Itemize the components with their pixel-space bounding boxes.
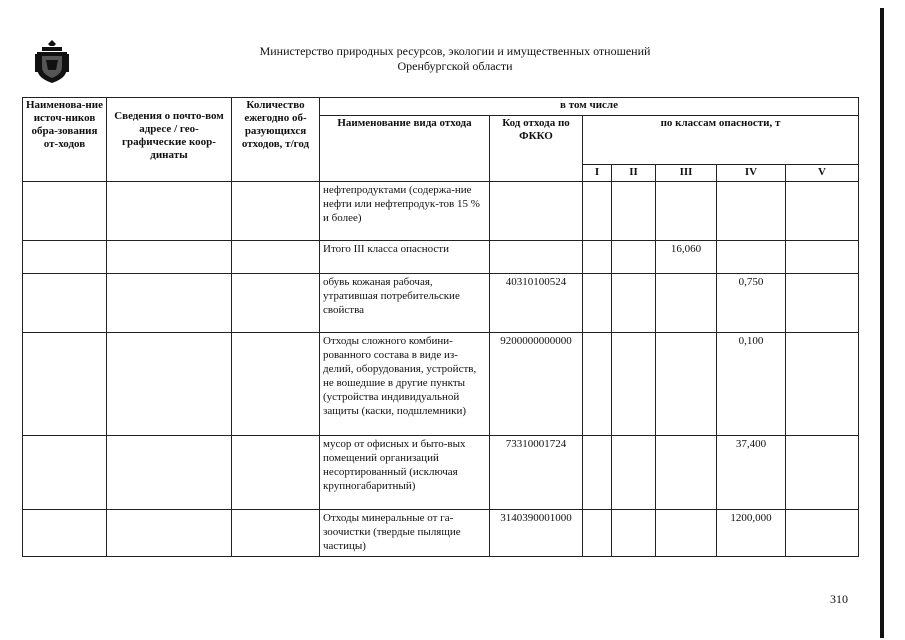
- header-class-i: I: [583, 165, 612, 182]
- cell-class-ii: [612, 241, 656, 274]
- scan-edge-bar: [880, 8, 884, 638]
- cell-code: [490, 182, 583, 241]
- cell-class-ii: [612, 436, 656, 510]
- cell-quantity: [232, 182, 320, 241]
- page-number: 310: [830, 592, 848, 606]
- cell-address: [107, 436, 232, 510]
- cell-code: 40310100524: [490, 274, 583, 333]
- cell-class-v: [786, 274, 859, 333]
- cell-class-i: [583, 241, 612, 274]
- cell-class-v: [786, 510, 859, 557]
- header-class-iv: IV: [717, 165, 786, 182]
- cell-code: 3140390001000: [490, 510, 583, 557]
- cell-quantity: [232, 510, 320, 557]
- cell-class-iii: [656, 436, 717, 510]
- cell-class-iv: [717, 241, 786, 274]
- cell-address: [107, 241, 232, 274]
- cell-source: [23, 241, 107, 274]
- ministry-name: Министерство природных ресурсов, экологии и имущественных отношений: [259, 44, 651, 58]
- cell-waste-name: мусор от офисных и быто-вых помещений организаций несортированный (исключая крупногабаритный): [320, 436, 490, 510]
- cell-class-ii: [612, 182, 656, 241]
- cell-waste-name: нефтепродуктами (содержа-ние нефти или нефтепродук-тов 15 % и более): [320, 182, 490, 241]
- cell-class-iv: [717, 182, 786, 241]
- cell-source: [23, 510, 107, 557]
- cell-source: [23, 333, 107, 436]
- cell-quantity: [232, 436, 320, 510]
- cell-class-iii: [656, 274, 717, 333]
- cell-quantity: [232, 241, 320, 274]
- coat-of-arms-icon: [34, 40, 70, 84]
- cell-class-i: [583, 510, 612, 557]
- cell-source: [23, 182, 107, 241]
- cell-address: [107, 510, 232, 557]
- table-row: [23, 510, 859, 557]
- cell-source: [23, 274, 107, 333]
- cell-address: [107, 333, 232, 436]
- table-row: [23, 436, 859, 510]
- document-header: [210, 44, 700, 74]
- cell-class-iv: 0,100: [717, 333, 786, 436]
- header-hazard-classes: по классам опасности, т: [583, 116, 859, 165]
- cell-waste-name: Отходы минеральные от га-зоочистки (твердые пылящие частицы): [320, 510, 490, 557]
- cell-class-iii: [656, 333, 717, 436]
- cell-class-i: [583, 333, 612, 436]
- cell-class-i: [583, 436, 612, 510]
- cell-class-iii: 16,060: [656, 241, 717, 274]
- header-including: в том числе: [320, 98, 859, 116]
- cell-class-i: [583, 182, 612, 241]
- cell-class-v: [786, 333, 859, 436]
- cell-class-iv: 0,750: [717, 274, 786, 333]
- cell-waste-name: Отходы сложного комбини-рованного состава в виде из-делий, оборудования, устройств, не вошедшие в другие пункты (устройства индивидуальной защиты (каски, подшлемники): [320, 333, 490, 436]
- table-row-subtotal: [23, 241, 859, 274]
- cell-address: [107, 182, 232, 241]
- cell-source: [23, 436, 107, 510]
- cell-class-ii: [612, 333, 656, 436]
- table-row: [23, 274, 859, 333]
- region-name: Оренбургской области: [397, 59, 513, 73]
- cell-code: 73310001724: [490, 436, 583, 510]
- cell-address: [107, 274, 232, 333]
- waste-table: [22, 97, 859, 557]
- cell-class-ii: [612, 274, 656, 333]
- cell-class-v: [786, 241, 859, 274]
- cell-class-iii: [656, 510, 717, 557]
- table-row: [23, 333, 859, 436]
- header-quantity: Количество ежегодно об-разующихся отходов, т/год: [232, 98, 320, 182]
- header-source-name: Наименова-ние источ-ников обра-зования от-ходов: [23, 98, 107, 182]
- cell-class-v: [786, 182, 859, 241]
- cell-waste-name: Итого III класса опасности: [320, 241, 490, 274]
- cell-class-v: [786, 436, 859, 510]
- header-class-ii: II: [612, 165, 656, 182]
- cell-code: 9200000000000: [490, 333, 583, 436]
- header-address: Сведения о почто-вом адресе / гео-графические коор-динаты: [107, 98, 232, 182]
- cell-class-ii: [612, 510, 656, 557]
- cell-quantity: [232, 333, 320, 436]
- header-fkko-code: Код отхода по ФККО: [490, 116, 583, 182]
- table-row: [23, 182, 859, 241]
- header-waste-name: Наименование вида отхода: [320, 116, 490, 182]
- cell-quantity: [232, 274, 320, 333]
- header-class-v: V: [786, 165, 859, 182]
- cell-code: [490, 241, 583, 274]
- header-class-iii: III: [656, 165, 717, 182]
- cell-waste-name: обувь кожаная рабочая, утратившая потребительские свойства: [320, 274, 490, 333]
- cell-class-iv: 37,400: [717, 436, 786, 510]
- cell-class-iv: 1200,000: [717, 510, 786, 557]
- cell-class-i: [583, 274, 612, 333]
- cell-class-iii: [656, 182, 717, 241]
